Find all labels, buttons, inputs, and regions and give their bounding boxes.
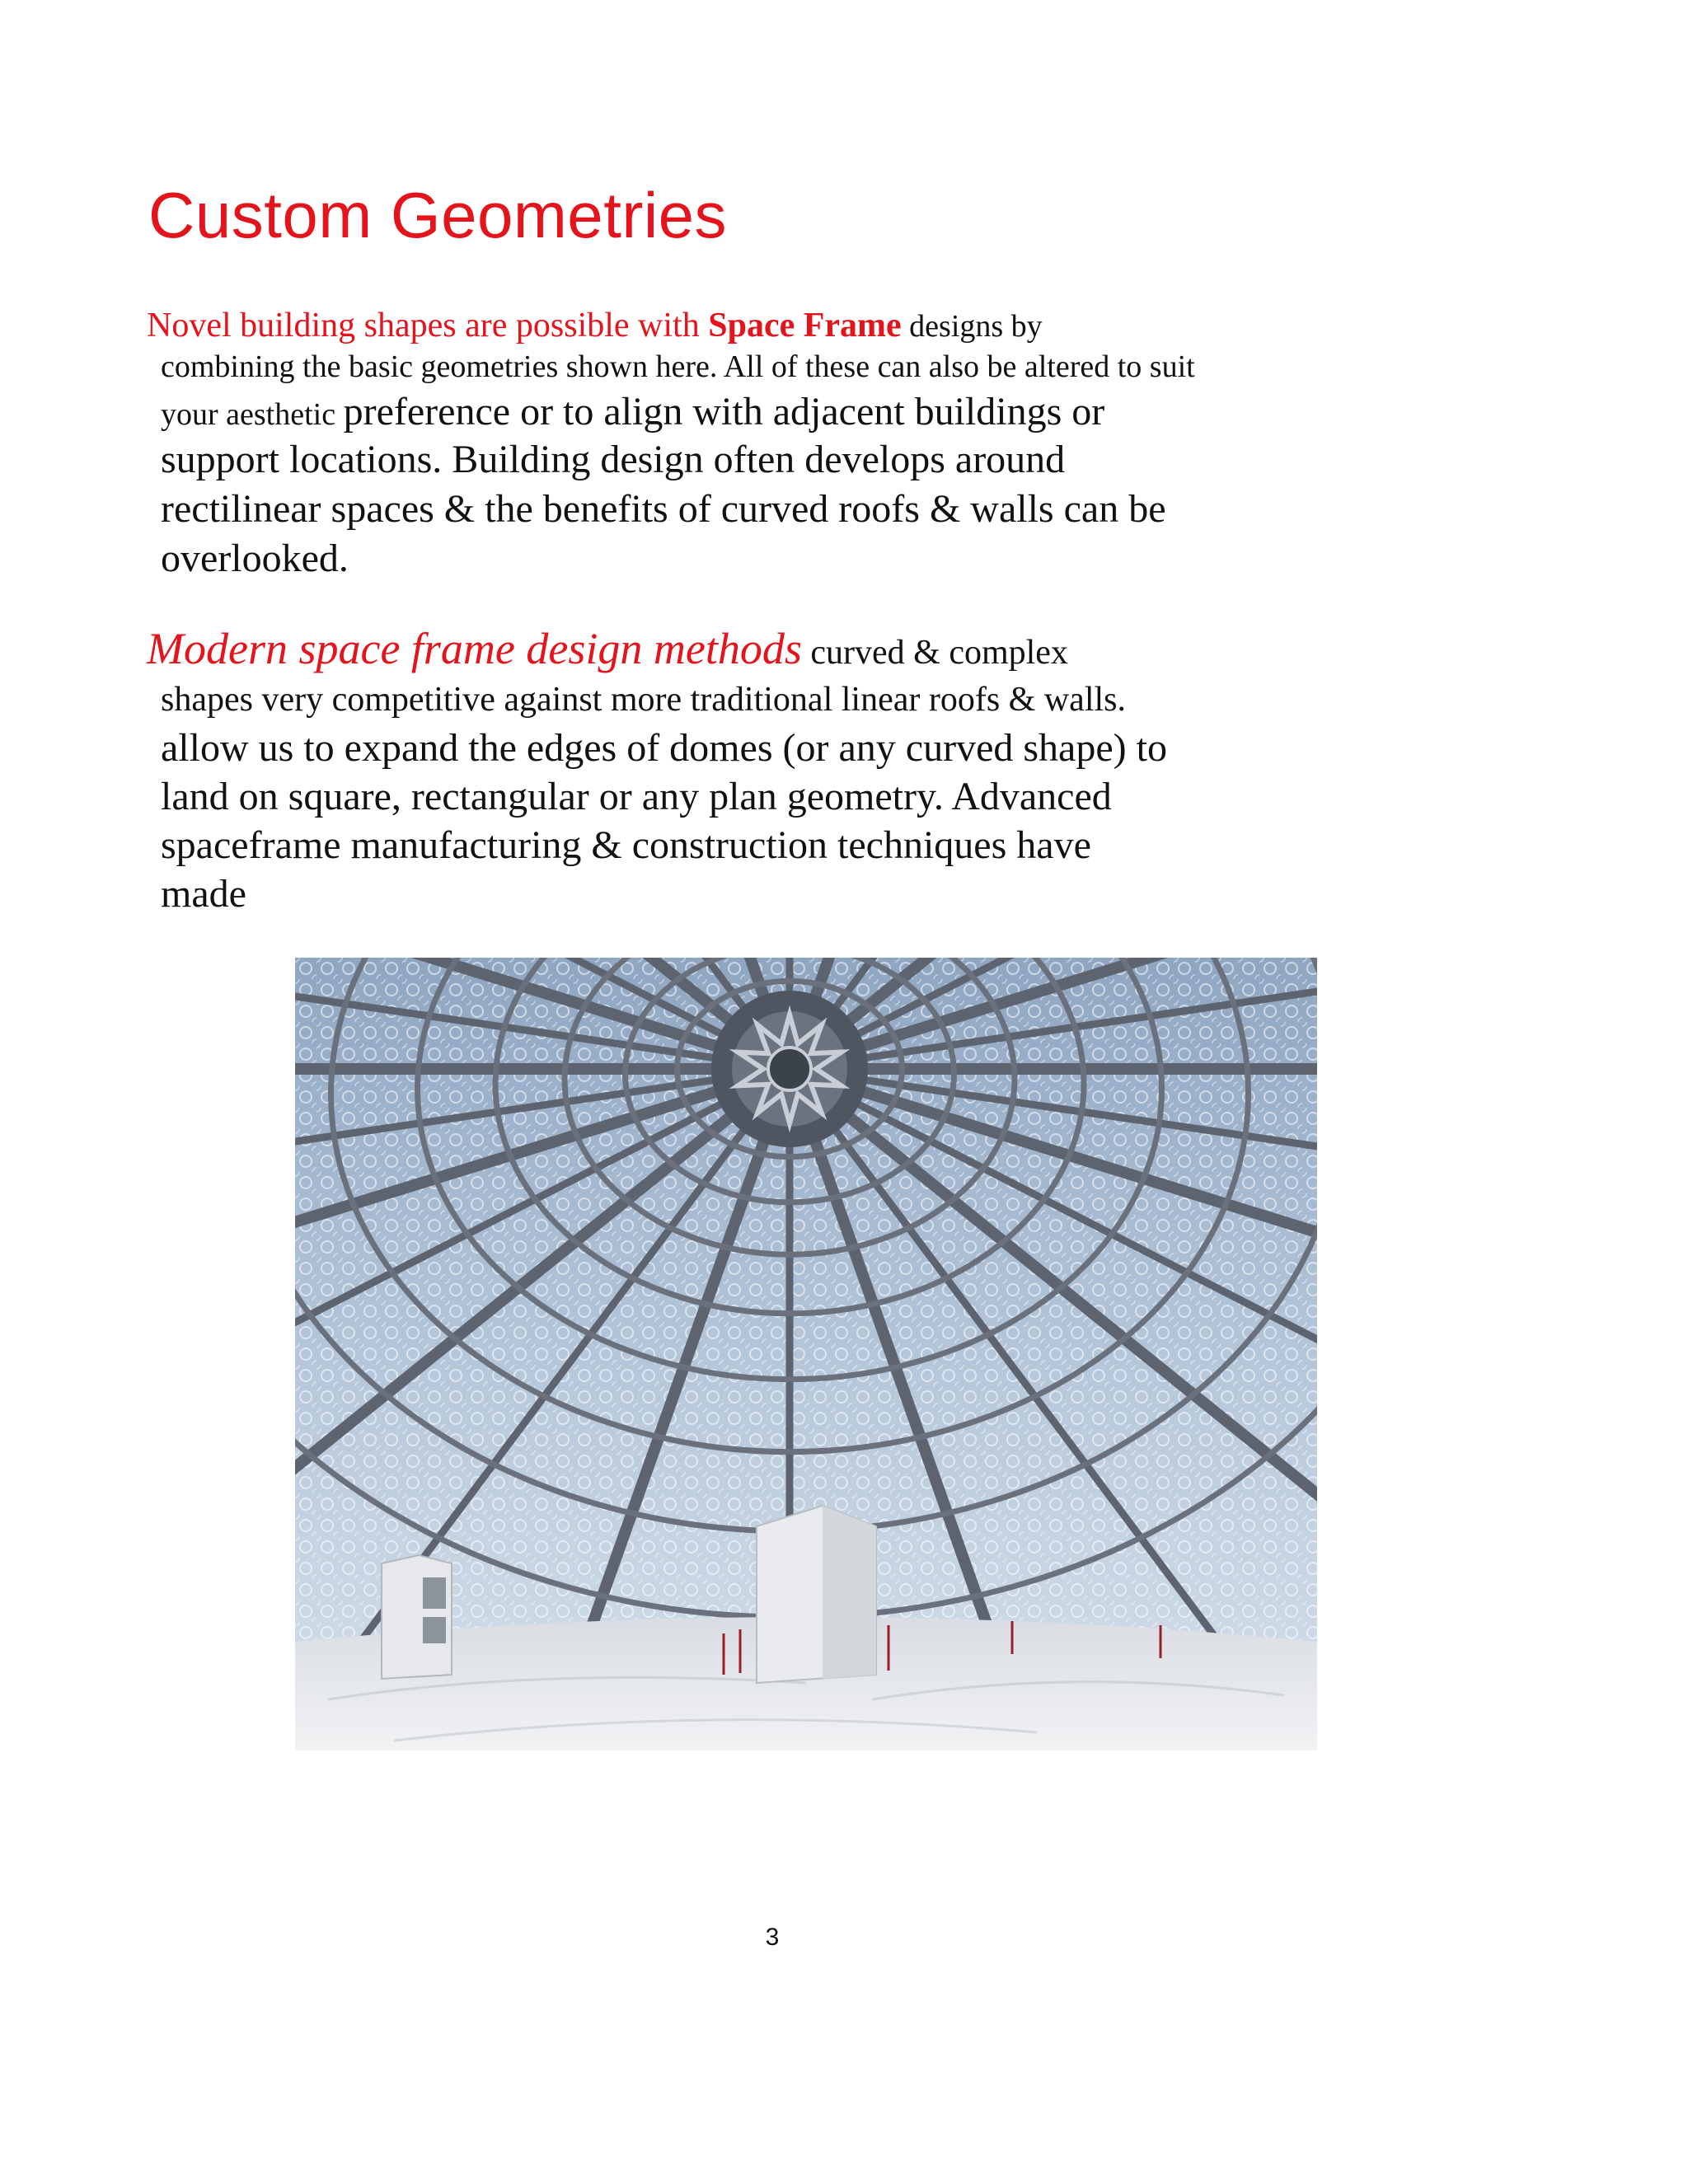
p2-line-3: allow us to expand the edges of domes (or any curved shape) to [161,726,1167,770]
p1-line-5: rectilinear spaces & the benefits of curved roofs & walls can be [161,487,1166,531]
space-frame-emphasis: Space Frame [708,307,902,344]
p2-lead-italic: Modern space frame design methods [147,624,802,673]
p1-line-3-large: preference or to align with adjacent buildings or [343,390,1105,434]
page-title: Custom Geometries [148,179,728,251]
p2-line-4: land on square, rectangular or any plan geometry. Advanced [161,775,1112,818]
p1-lead-text: Novel building shapes are possible with [147,307,709,344]
p2-line-5: spaceframe manufacturing & construction techniques have [161,823,1091,867]
p1-line-2: combining the basic geometries shown here. All of these can also be altered to suit [161,349,1195,384]
p1-line-1 [147,308,1043,343]
p2-line-1-tail: curved & complex [801,634,1068,672]
p1-line-3 [161,392,1104,432]
p1-line-6: overlooked. [161,537,349,580]
p2-line-1 [147,626,1068,671]
p2-line-2: shapes very competitive against more traditional linear roofs & walls. [161,681,1126,719]
p1-line-3-small: your aesthetic [161,397,344,432]
page-number: 3 [765,1924,780,1951]
p1-line-1-tail: designs by [901,309,1043,344]
p2-line-6: made [161,872,246,916]
dome-interior-photo [295,958,1317,1750]
p1-line-4: support locations. Building design often develops around [161,438,1066,481]
dome-illustration [295,958,1317,1750]
